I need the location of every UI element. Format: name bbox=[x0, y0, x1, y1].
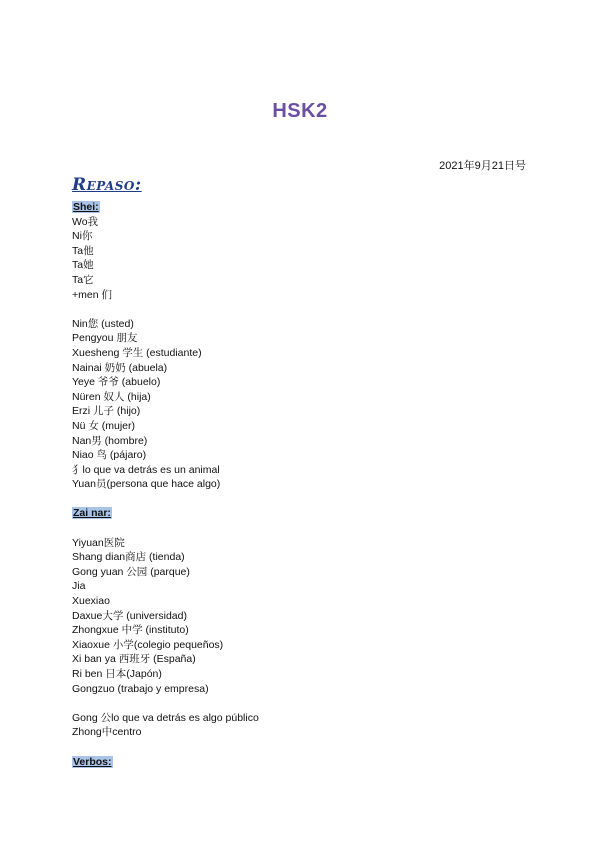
zainar-heading: Zai nar: bbox=[73, 507, 111, 520]
list-item: Nü 女 (mujer) bbox=[72, 419, 136, 432]
list-item: Xiaoxue 小学(colegio pequeños) bbox=[72, 638, 224, 651]
list-item: Jia bbox=[72, 580, 86, 593]
document-body bbox=[72, 200, 532, 769]
list-item: Nin您 (usted) bbox=[72, 317, 134, 330]
list-item: Ta它 bbox=[72, 273, 94, 286]
list-item: Nüren 奴人 (hija) bbox=[72, 390, 151, 403]
list-item: Nainai 奶奶 (abuela) bbox=[72, 361, 168, 374]
list-item: +men 们 bbox=[72, 288, 112, 301]
list-item: Ta他 bbox=[72, 244, 94, 257]
document-date: 2021年9月21日号 bbox=[439, 160, 526, 172]
list-item: Daxue大学 (universidad) bbox=[72, 609, 187, 622]
list-item: Zhong中centro bbox=[72, 726, 142, 739]
list-item: Wo我 bbox=[72, 215, 99, 228]
verbos-heading: Verbos: bbox=[73, 755, 112, 768]
list-item: Pengyou 朋友 bbox=[72, 332, 138, 345]
list-item: Erzi 儿子 (hijo) bbox=[72, 405, 141, 418]
list-item: Gong 公lo que va detrás es algo público bbox=[72, 711, 259, 724]
shei-heading: Shei: bbox=[73, 201, 99, 213]
list-item: Ri ben 日本(Japón) bbox=[72, 668, 162, 680]
list-item: Niao 鸟 (pájaro) bbox=[72, 449, 147, 462]
list-item: Nan男 (hombre) bbox=[72, 434, 148, 447]
list-item: Gong yuan 公园 (parque) bbox=[72, 565, 190, 578]
list-item: Yiyuan医院 bbox=[72, 536, 125, 549]
list-item: Yuan员(persona que hace algo) bbox=[72, 478, 221, 491]
repaso-heading: Repaso: bbox=[72, 175, 142, 195]
list-item: Shang dian商店 (tienda) bbox=[72, 551, 185, 564]
list-item: Ta她 bbox=[72, 259, 94, 272]
list-item: Gongzuo (trabajo y empresa) bbox=[72, 682, 209, 695]
list-item: 犭lo que va detrás es un animal bbox=[72, 463, 220, 476]
list-item: Ni你 bbox=[72, 230, 93, 243]
document-title: HSK2 bbox=[272, 100, 328, 122]
list-item: Xuesheng 学生 (estudiante) bbox=[72, 346, 202, 359]
list-item: Zhongxue 中学 (instituto) bbox=[72, 624, 189, 637]
list-item: Xuexiao bbox=[72, 595, 110, 608]
list-item: Yeye 爷爷 (abuelo) bbox=[72, 376, 161, 389]
list-item: Xi ban ya 西班牙 (España) bbox=[72, 653, 196, 666]
